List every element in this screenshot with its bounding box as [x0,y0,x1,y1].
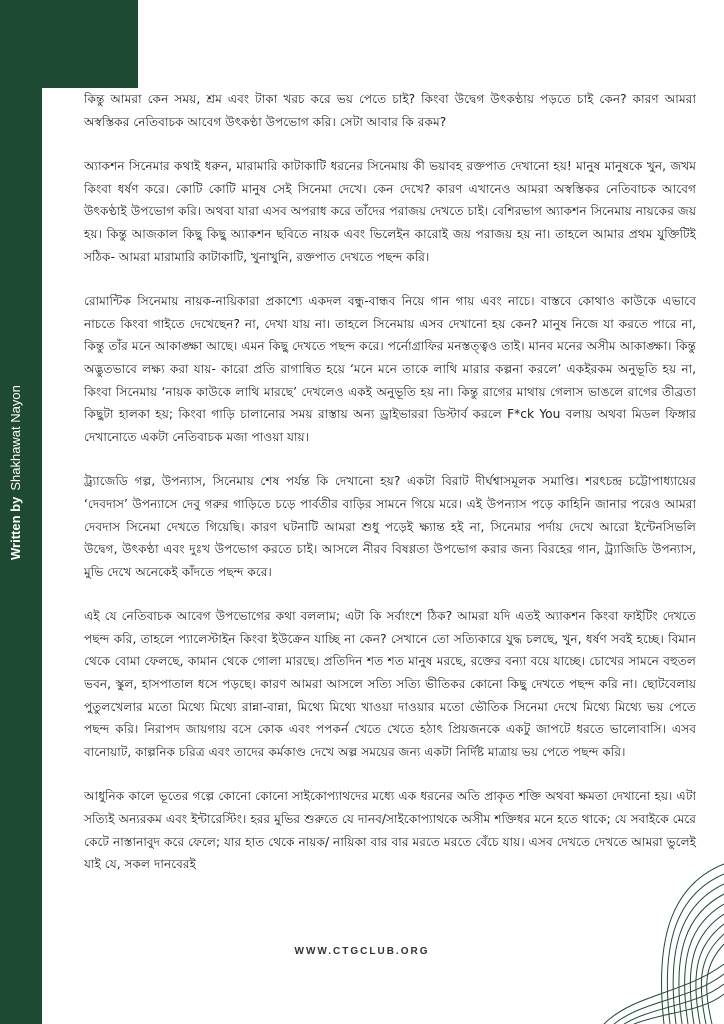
top-color-block [0,0,138,88]
decorative-swirl-lines [594,844,724,1024]
paragraph-6: আধুনিক কালে ভূতের গল্পে কোনো কোনো সাইকোপ্যাথদের মধ্যে এক ধরনের অতি প্রাকৃত শক্তি অথবা ক্ষমতা দেখানো হয়। এটা সত্যিই অন্যরকম এবং ইন্টারেস্টিং। হরর মুভির শুরুতে যে দানব/সাইকোপ্যাথকে অসীম শক্তিধর মনে হতে থাকে; যে সবাইকে মেরে কেটে নাস্তানাবুদ করে ফেলে; যার হাত থেকে নায়ক/ নায়িকা বার বার মরতে মরতে বেঁচে যায়। এসব দেখতে দেখতে আমরা ভুলেই যাই যে, সকল দানবেরই [84,789,696,872]
paragraph-1: কিন্তু আমরা কেন সময়, শ্রম এবং টাকা খরচ করে ভয় পেতে চাই? কিংবা উদ্বেগ উৎকণ্ঠায় পড়তে চাই কেন? কারণ আমরা অস্বস্তিকর নেতিবাচক আবেগ উৎকণ্ঠা উপভোগ করি। সেটা আবার কি রকম? [84,92,696,129]
paragraph-3: রোমান্টিক সিনেমায় নায়ক-নায়িকারা প্রকাশ্যে একদল বন্ধু-বান্ধব নিয়ে গান গায় এবং নাচে। বাস্তবে কোথাও কাউকে এভাবে নাচতে কিংবা গাইতে দেখেছেন? না, দেখা যায় না। তাহলে সিনেমায় এসব দেখানো হয় কেন? মানুষ নিজে যা করতে পারে না, কিন্তু তাঁর মনে আকাঙ্ক্ষা আছে। এমন কিছু দেখতে পছন্দ করে। পর্নোগ্রাফির মনস্তত্ত্বও তাই। মানব মনের অসীম আকাঙ্ক্ষা। কিন্তু অদ্ভুতভাবে লক্ষ্য করা যায়- কারো প্রতি রাগান্বিত হয়ে ‘মনে মনে তাকে লাথি মারার কল্পনা করলে’ একইরকম অনুভূতি হয় না, কিংবা সিনেমায় ‘নায়ক কাউকে লাথি মারছে’ দেখলেও একই অনুভূতি হয় না। কিন্তু রাগের মাথায় গেলাস ভাঙলে রাগের তীব্রতা কিছুটা হালকা হয়; কিংবা গাড়ি চালানোর সময় রাস্তায় অন্য ড্রাইভাররা ডিস্টার্ব করলে F*ck You বলায় অথবা মিডল ফিঙ্গার দেখানোতে একটা নেতিবাচক মজা পাওয়া যায়। [84,294,696,444]
paragraph-5: এই যে নেতিবাচক আবেগ উপভোগের কথা বললাম; এটা কি সর্বাংশে ঠিক? আমরা যদি এতই অ্যাকশন কিংবা ফাইটিং দেখতে পছন্দ করি, তাহলে প্যালেস্টাইন কিংবা ইউক্রেন যাচ্ছি না কেন? সেখানে তো সত্যিকারে যুদ্ধ চলছে, খুন, ধর্ষণ সবই হচ্ছে। বিমান থেকে বোমা ফেলছে, কামান থেকে গোলা মারছে। প্রতিদিন শত শত মানুষ মরছে, রক্তের বন্যা বয়ে যাচ্ছে। চোখের সামনে বহুতল ভবন, স্কুল, হাসপাতাল ধসে পড়ছে। কারণ আমরা আসলে সত্যি সত্যি ভীতিকর কোনো কিছু দেখতে পছন্দ করি না। ছোটবেলায় পুতুলখেলার মতো মিথ্যে মিথ্যে রান্না-বান্না, মিথ্যে মিথ্যে খাওয়া দাওয়ার মতো ভৌতিক সিনেমা দেখে মিথ্যে মিথ্যে ভয় পেতে পছন্দ করি। নিরাপদ জায়গায় বসে কোক এবং পপকর্ন খেতে খেতে হঠাৎ প্রিয়জনকে একটু জাপটে ধরতে ভালোবাসি। এসব বানোয়াট, কাল্পনিক চরিত্র এবং তাদের কর্মকাণ্ড দেখে অল্প সময়ের জন্য একটা নির্দিষ্ট মাত্রায় ভয় পেতে পছন্দ করি। [84,609,696,759]
paragraph-2: অ্যাকশন সিনেমার কথাই ধরুন, মারামারি কাটাকাটি ধরনের সিনেমায় কী ভয়াবহ রক্তপাত দেখানো হয়! মানুষ মানুষকে খুন, জখম কিংবা ধর্ষণ করে। কোটি কোটি মানুষ সেই সিনেমা দেখে। কেন দেখে? কারণ এখানেও আমরা অস্বস্তিকর নেতিবাচক আবেগ উৎকণ্ঠাই উপভোগ করি। অথবা যারা এসব অপরাধ করে তাঁদের পরাজয় দেখতে চাই। বেশিরভাগ অ্যাকশন সিনেমায় নায়কের জয় হয়। কিন্তু আজকাল কিছু কিছু অ্যাকশন ছবিতে নায়ক এবং ভিলেইন কারোই জয় পরাজয় হয় না। তাহলে আমার প্রথম যুক্তিটিই সঠিক- আমরা মারামারি কাটাকাটি, খুনাখুনি, রক্তপাত দেখতে পছন্দ করি। [84,159,696,264]
paragraph-4: ট্র্যাজেডি গল্প, উপন্যাস, সিনেমায় শেষ পর্যন্ত কি দেখানো হয়? একটা বিরাট দীর্ঘশ্বাসমূলক সমাপ্তি। শরৎচন্দ্র চট্টোপাধ্যায়ের ‘দেবদাস’ উপন্যাসে দেবু গরুর গাড়িতে চড়ে পার্বতীর বাড়ির সামনে গিয়ে মরে। এই উপন্যাস পড়ে কাহিনি জানার পরেও আমরা দেবদাস সিনেমা দেখতে গিয়েছি। কারণ ঘটনাটি আমরা শুধু পড়েই ক্ষ্যান্ত হই না, সিনেমার পর্দায় দেখে আরো ইন্টেনসিভলি উদ্বেগ, উৎকণ্ঠা এবং দুঃখ উপভোগ করতে চাই। আসলে নীরব বিষণ্ণতা উপভোগ করার জন্য বিরহের গান, ট্র্যাজিডি উপন্যাস, মুভি দেখে অনেকেই কাঁদতে পছন্দ করে। [84,474,696,579]
author-name: Shakhawat Nayon [8,385,23,491]
author-lead: Written by [8,496,23,560]
author-credit [8,385,23,560]
footer-url: WWW.CTGCLUB.ORG [294,946,430,957]
left-sidebar [0,0,42,1024]
article-body [84,88,696,898]
